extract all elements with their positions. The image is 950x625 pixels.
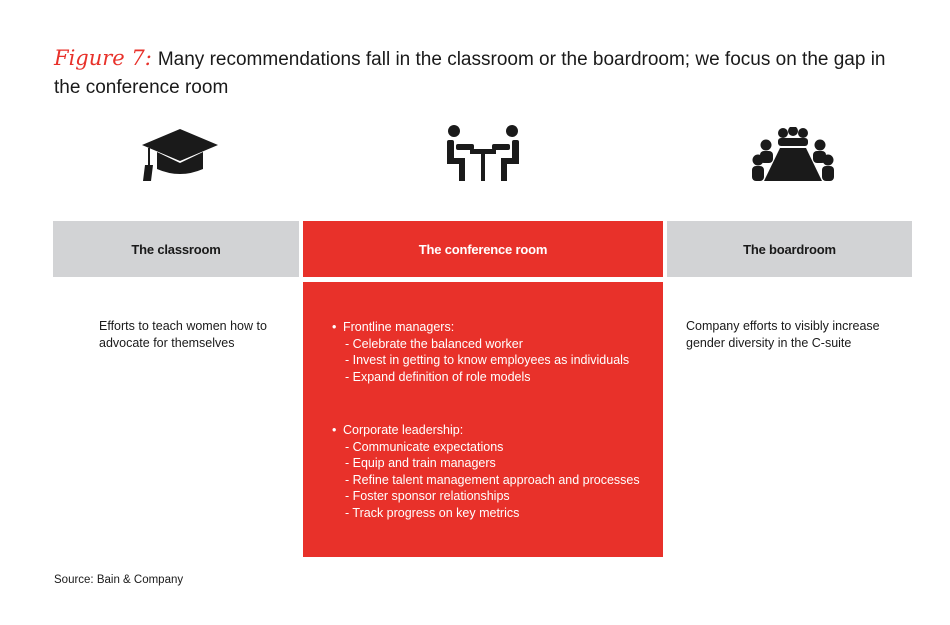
source-note: Source: Bain & Company (54, 574, 184, 586)
figure-title (54, 44, 914, 102)
group-title: Frontline managers: (343, 320, 455, 334)
group-title: Corporate leadership: (343, 423, 464, 437)
corporate-leadership-group (332, 422, 640, 521)
boardroom-description: Company efforts to visibly increase gender diversity in the C-suite (686, 319, 880, 350)
header-boardroom: The boardroom (667, 221, 912, 277)
figure-label: Figure 7: (54, 46, 152, 70)
figure-title-text: Many recommendations fall in the classroom or the boardroom; we focus on the gap in the conference room (54, 49, 886, 98)
bullet: • (332, 423, 337, 437)
graduation-cap-icon (140, 125, 220, 183)
list-item: - Expand definition of role models (345, 369, 531, 384)
list-item: - Track progress on key metrics (345, 505, 520, 520)
list-item: - Invest in getting to know employees as individuals (345, 353, 630, 367)
boardroom-icon (752, 127, 834, 183)
list-item: - Refine talent management approach and processes (345, 472, 640, 487)
header-conference-room: The conference room (303, 221, 663, 277)
list-item: - Celebrate the balanced worker (345, 336, 523, 351)
list-item: - Communicate expectations (345, 439, 504, 454)
list-item: - Equip and train managers (345, 456, 496, 470)
conference-room-panel (303, 282, 663, 557)
classroom-description: Efforts to teach women how to advocate for themselves (99, 319, 267, 350)
meeting-table-icon (443, 124, 523, 184)
frontline-managers-group (332, 319, 629, 385)
list-item: - Foster sponsor relationships (345, 489, 510, 503)
bullet: • (332, 320, 337, 334)
header-classroom: The classroom (53, 221, 299, 277)
